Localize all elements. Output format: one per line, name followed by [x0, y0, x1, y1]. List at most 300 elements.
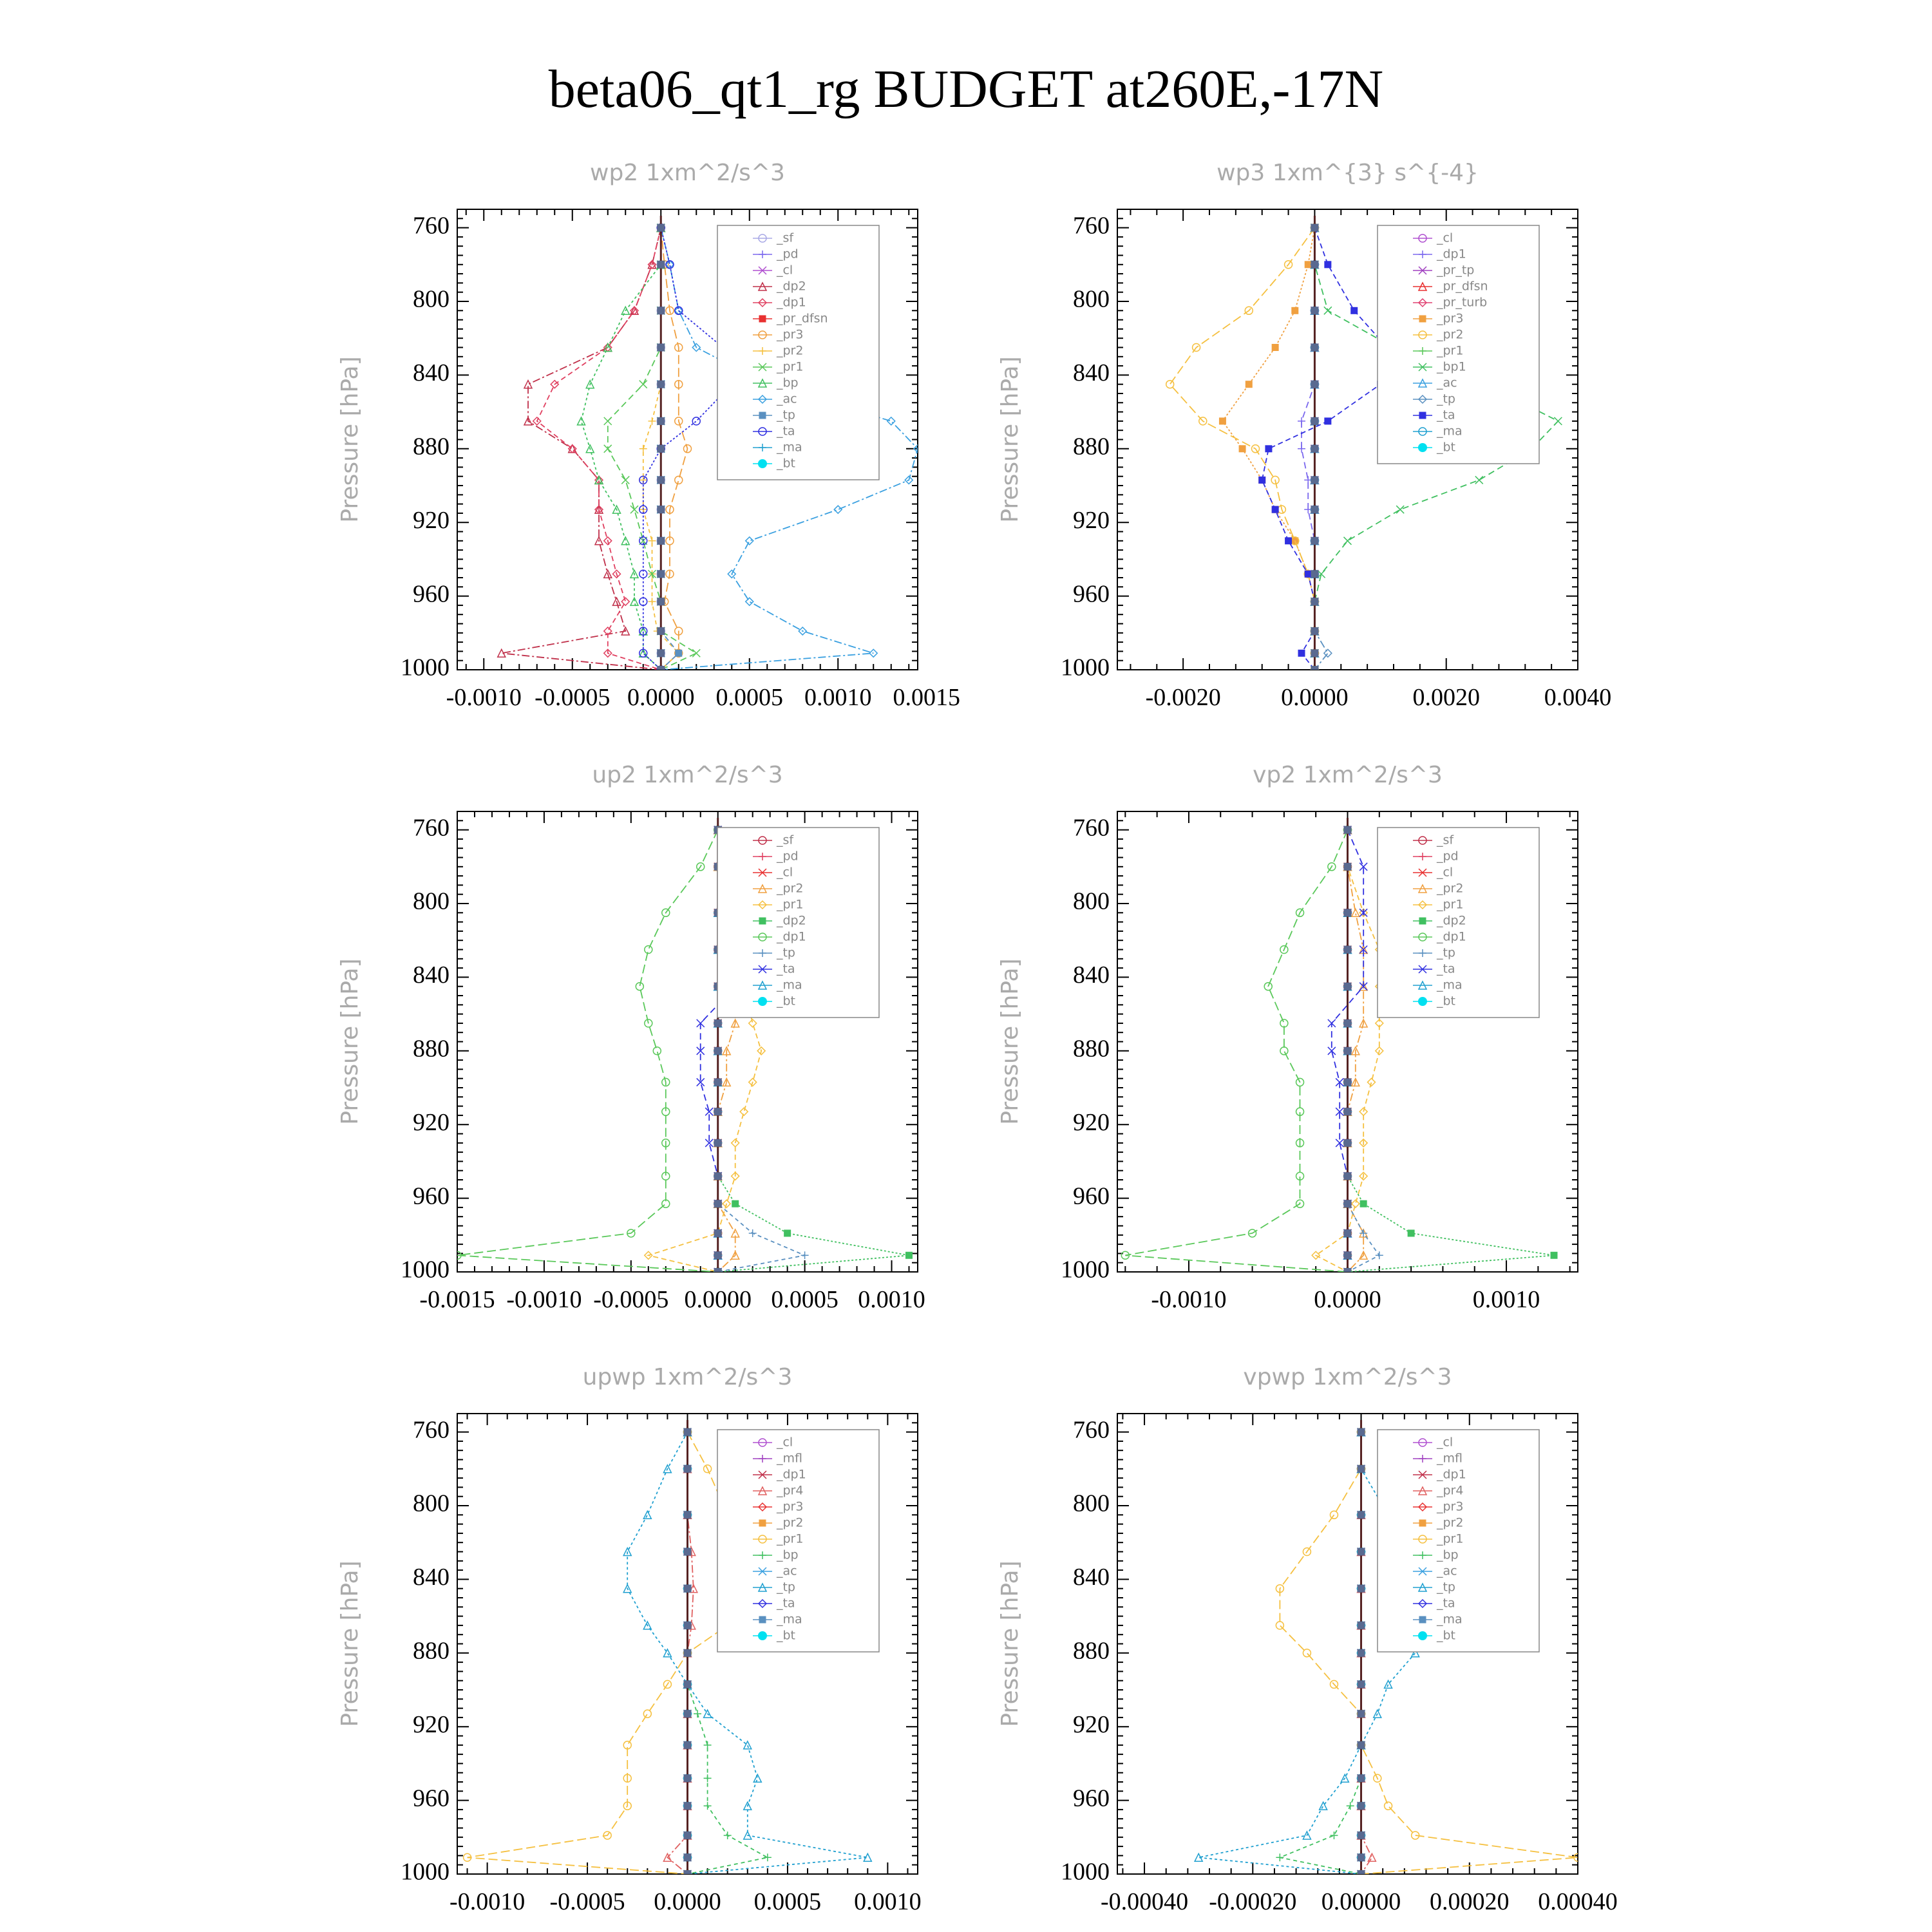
legend-label: _pr3	[1436, 311, 1464, 326]
data-point	[1360, 1200, 1367, 1207]
data-point	[749, 1229, 757, 1237]
stacked-marker	[1358, 1774, 1365, 1782]
x-tick-label: 0.0020	[1412, 684, 1480, 711]
data-point	[724, 1832, 732, 1839]
legend-label: _dp1	[776, 1467, 806, 1482]
legend-label: _pr3	[776, 327, 804, 342]
legend-label: _pd	[1436, 849, 1459, 864]
x-tick-label: 0.0005	[771, 1286, 838, 1313]
legend-marker	[758, 1631, 767, 1640]
panel-6	[997, 1364, 1618, 1915]
legend-label: _ma	[776, 978, 802, 992]
x-tick-label: 0.00020	[1430, 1888, 1510, 1915]
legend-label: _pr4	[776, 1483, 804, 1498]
data-point	[649, 598, 656, 605]
stacked-marker	[714, 1047, 722, 1055]
y-tick-label: 920	[1073, 1108, 1110, 1136]
data-point	[784, 1230, 791, 1236]
stacked-marker	[657, 307, 665, 314]
stacked-marker	[1358, 1710, 1365, 1718]
y-tick-label: 920	[413, 1710, 450, 1738]
data-point	[1368, 1853, 1376, 1861]
data-point	[1347, 1802, 1354, 1810]
series-line	[582, 228, 661, 670]
stacked-marker	[1344, 909, 1352, 916]
legend-label: _ma	[1436, 424, 1463, 439]
data-point	[604, 445, 612, 453]
data-point	[1330, 1832, 1338, 1839]
stacked-marker	[1311, 476, 1318, 484]
legend-label: _pr1	[1436, 1531, 1464, 1546]
legend-marker	[759, 1520, 766, 1526]
legend-marker	[1419, 316, 1426, 322]
panel-5	[337, 1364, 922, 1915]
stacked-marker	[684, 1741, 692, 1749]
stacked-marker	[1344, 1019, 1352, 1027]
data-point	[1276, 1853, 1283, 1861]
y-tick-label: 760	[413, 212, 450, 240]
legend-label: _pr4	[1436, 1483, 1464, 1498]
stacked-marker	[1311, 537, 1318, 545]
stacked-marker	[1344, 1229, 1352, 1237]
legend-label: _bt	[1436, 1628, 1455, 1643]
legend-label: _ma	[1436, 1612, 1463, 1627]
legend-label: _pr2	[776, 881, 804, 896]
stacked-marker	[1311, 570, 1318, 578]
stacked-marker	[1358, 1870, 1365, 1878]
y-tick-label: 880	[413, 1035, 450, 1063]
legend-label: _pr2	[1436, 881, 1464, 896]
stacked-marker	[684, 1649, 692, 1657]
data-point	[649, 537, 656, 545]
legend-label: _ma	[1436, 978, 1463, 992]
stacked-marker	[657, 666, 665, 674]
data-point	[636, 983, 643, 990]
y-tick-label: 1000	[401, 654, 450, 681]
figure-title: beta06_qt1_rg BUDGET at260E,-17N	[548, 59, 1384, 119]
stacked-marker	[1344, 946, 1352, 954]
x-tick-label: -0.00020	[1209, 1888, 1297, 1915]
stacked-marker	[1358, 1548, 1365, 1556]
legend-marker	[1419, 1616, 1426, 1623]
stacked-marker	[1344, 1108, 1352, 1115]
stacked-marker	[657, 476, 665, 484]
stacked-marker	[1311, 307, 1318, 314]
stacked-marker	[1358, 1802, 1365, 1810]
stacked-marker	[657, 224, 665, 232]
y-tick-label: 800	[1073, 887, 1110, 915]
y-axis-label: Pressure [hPa]	[997, 356, 1023, 523]
legend-label: _tp	[776, 408, 795, 422]
y-tick-label: 880	[1073, 433, 1110, 460]
stacked-marker	[684, 1870, 692, 1878]
legend-label: _pd	[776, 849, 799, 864]
data-point	[746, 598, 753, 605]
legend-label: _ta	[1436, 961, 1455, 976]
y-tick-label: 800	[413, 285, 450, 313]
x-tick-label: 0.0010	[1472, 1286, 1540, 1313]
x-tick-label: 0.0040	[1544, 684, 1612, 711]
stacked-marker	[684, 1832, 692, 1839]
series-line	[468, 1432, 748, 1874]
legend-label: _pr1	[1436, 343, 1464, 358]
legend-label: _pr2	[1436, 1515, 1464, 1530]
stacked-marker	[714, 1078, 722, 1086]
data-point	[1367, 1078, 1375, 1086]
legend-label: _mfl	[776, 1451, 802, 1466]
data-point	[1298, 445, 1305, 453]
legend-marker	[1418, 1631, 1427, 1640]
legend-label: _cl	[1436, 1435, 1454, 1450]
y-tick-label: 1000	[1061, 1858, 1110, 1886]
panel-1	[337, 160, 960, 711]
legend-label: _pr2	[776, 1515, 804, 1530]
y-tick-label: 920	[413, 1108, 450, 1136]
stacked-marker	[684, 1585, 692, 1593]
x-tick-label: -0.0015	[419, 1286, 495, 1313]
y-tick-label: 840	[413, 1564, 450, 1591]
data-point	[1325, 418, 1331, 424]
legend-label: _pr1	[776, 359, 804, 374]
x-tick-label: 0.0010	[858, 1286, 925, 1313]
data-point	[1298, 417, 1305, 425]
stacked-marker	[1344, 1047, 1352, 1055]
legend-marker	[1418, 443, 1427, 452]
stacked-marker	[1344, 983, 1352, 990]
panel-title: up2 1xm^2/s^3	[592, 762, 783, 788]
y-tick-label: 840	[1073, 359, 1110, 387]
y-tick-label: 760	[413, 814, 450, 842]
data-point	[676, 650, 682, 656]
legend-label: _sf	[1436, 833, 1454, 848]
stacked-marker	[657, 537, 665, 545]
y-tick-label: 880	[413, 1637, 450, 1665]
data-point	[1259, 477, 1265, 483]
data-point	[1344, 537, 1352, 545]
stacked-marker	[684, 1680, 692, 1688]
data-point	[663, 1649, 671, 1657]
legend-label: _ta	[776, 1596, 795, 1611]
legend-label: _dp1	[1436, 929, 1466, 944]
legend-label: _ac	[776, 392, 797, 406]
stacked-marker	[714, 1172, 722, 1180]
data-point	[887, 417, 895, 425]
legend-label: _bt	[1436, 440, 1455, 455]
data-point	[1305, 571, 1311, 577]
y-tick-label: 760	[1073, 1416, 1110, 1444]
x-tick-label: -0.0010	[506, 1286, 582, 1313]
series-line	[457, 830, 718, 1272]
legend-label: _bt	[776, 1628, 795, 1643]
stacked-marker	[1358, 1853, 1365, 1861]
x-tick-label: -0.0010	[450, 1888, 526, 1915]
stacked-marker	[1311, 224, 1318, 232]
stacked-marker	[1358, 1465, 1365, 1473]
legend-label: _ta	[776, 961, 795, 976]
stacked-marker	[1344, 1268, 1352, 1276]
stacked-marker	[684, 1774, 692, 1782]
stacked-marker	[1344, 1139, 1352, 1147]
y-tick-label: 960	[413, 1785, 450, 1812]
x-tick-label: -0.0010	[446, 684, 522, 711]
legend-label: _tp	[776, 945, 795, 960]
data-point	[604, 417, 612, 425]
data-point	[1285, 538, 1292, 544]
stacked-marker	[714, 1268, 722, 1276]
stacked-marker	[1358, 1741, 1365, 1749]
y-tick-label: 840	[413, 359, 450, 387]
legend-label: _pr1	[776, 897, 804, 912]
panel-title: wp2 1xm^2/s^3	[590, 160, 785, 186]
stacked-marker	[1344, 1200, 1352, 1208]
stacked-marker	[1311, 381, 1318, 388]
stacked-marker	[714, 1108, 722, 1115]
data-point	[1276, 1622, 1283, 1629]
data-point	[740, 1108, 748, 1115]
legend-label: _dp2	[1436, 913, 1466, 928]
data-point	[645, 946, 652, 954]
legend-label: _sf	[776, 231, 794, 245]
legend-label: _pr_dfsn	[776, 311, 828, 326]
y-axis-label: Pressure [hPa]	[337, 958, 363, 1125]
data-point	[732, 1200, 739, 1207]
y-axis-label: Pressure [hPa]	[997, 1560, 1023, 1727]
legend-label: _ta	[1436, 1596, 1455, 1611]
legend-label: _dp1	[776, 295, 806, 310]
data-point	[1166, 381, 1174, 388]
y-tick-label: 840	[1073, 1564, 1110, 1591]
stacked-marker	[657, 649, 665, 657]
legend-label: _ta	[776, 424, 795, 439]
data-point	[1336, 1139, 1343, 1147]
y-tick-label: 1000	[401, 1858, 450, 1886]
y-tick-label: 760	[413, 1416, 450, 1444]
y-tick-label: 960	[1073, 1182, 1110, 1210]
legend-label: _cl	[776, 1435, 793, 1450]
legend-label: _pd	[776, 247, 799, 261]
legend-label: _dp2	[776, 913, 806, 928]
legend-marker	[759, 316, 766, 322]
stacked-marker	[684, 1622, 692, 1629]
stacked-marker	[1358, 1680, 1365, 1688]
legend-label: _cl	[776, 865, 793, 880]
legend-label: _pr_turb	[1436, 295, 1488, 310]
data-point	[1239, 446, 1245, 452]
stacked-marker	[684, 1802, 692, 1810]
legend-label: _bt	[776, 456, 795, 471]
data-point	[639, 445, 647, 453]
legend-label: _pr1	[776, 1531, 804, 1546]
y-tick-label: 960	[413, 1182, 450, 1210]
stacked-marker	[657, 381, 665, 388]
legend-label: _tp	[776, 1580, 795, 1595]
legend-label: _bt	[776, 994, 795, 1009]
x-tick-label: 0.0000	[1314, 1286, 1381, 1313]
stacked-marker	[1311, 445, 1318, 453]
stacked-marker	[657, 506, 665, 513]
y-tick-label: 760	[1073, 814, 1110, 842]
data-point	[704, 1774, 712, 1782]
data-point	[692, 417, 700, 425]
stacked-marker	[1358, 1622, 1365, 1629]
legend-marker	[759, 1616, 766, 1623]
stacked-marker	[714, 1229, 722, 1237]
data-point	[1352, 1200, 1359, 1208]
data-point	[1408, 1230, 1414, 1236]
stacked-marker	[1311, 344, 1318, 352]
stacked-marker	[714, 1019, 722, 1027]
stacked-marker	[657, 261, 665, 269]
data-point	[704, 1802, 712, 1810]
legend-label: _tp	[1436, 945, 1455, 960]
stacked-marker	[1311, 666, 1318, 674]
x-tick-label: 0.00040	[1538, 1888, 1618, 1915]
data-point	[1396, 506, 1404, 513]
data-point	[906, 1252, 913, 1258]
stacked-marker	[1344, 826, 1352, 834]
data-point	[749, 1019, 757, 1027]
legend-label: _dp1	[776, 929, 806, 944]
legend-marker	[1419, 1520, 1426, 1526]
stacked-marker	[1344, 1078, 1352, 1086]
stacked-marker	[1358, 1511, 1365, 1519]
data-point	[1272, 506, 1278, 513]
data-point	[1292, 307, 1298, 314]
legend-label: _bt	[1436, 994, 1455, 1009]
stacked-marker	[684, 1465, 692, 1473]
legend-label: _pr2	[1436, 327, 1464, 342]
panel-4	[997, 762, 1578, 1313]
stacked-marker	[657, 445, 665, 453]
stacked-marker	[714, 1139, 722, 1147]
legend-label: _bp	[776, 375, 799, 390]
x-tick-label: 0.0005	[753, 1888, 822, 1915]
y-tick-label: 960	[1073, 580, 1110, 608]
stacked-marker	[1311, 649, 1318, 657]
data-point	[1551, 1252, 1557, 1258]
legend-label: _cl	[1436, 865, 1454, 880]
legend-label: _pr1	[1436, 897, 1464, 912]
stacked-marker	[714, 1200, 722, 1208]
y-axis-label: Pressure [hPa]	[337, 1560, 363, 1727]
data-point	[621, 598, 629, 605]
stacked-marker	[684, 1511, 692, 1519]
legend-label: _mfl	[1436, 1451, 1463, 1466]
data-point	[1475, 476, 1483, 484]
panel-title: vp2 1xm^2/s^3	[1253, 762, 1443, 788]
stacked-marker	[1344, 1251, 1352, 1259]
y-tick-label: 960	[413, 580, 450, 608]
stacked-marker	[657, 344, 665, 352]
legend-marker	[759, 412, 766, 419]
data-point	[1325, 261, 1331, 268]
legend-label: _dp1	[1436, 1467, 1466, 1482]
legend-label: _pr_tp	[1436, 263, 1475, 278]
legend-label: _bp	[776, 1548, 799, 1562]
panel-title: vpwp 1xm^2/s^3	[1243, 1364, 1452, 1390]
legend-label: _dp2	[776, 279, 806, 294]
legend-label: _sf	[776, 833, 794, 848]
stacked-marker	[657, 627, 665, 635]
x-tick-label: -0.0005	[549, 1888, 625, 1915]
x-tick-label: 0.00000	[1321, 1888, 1401, 1915]
stacked-marker	[657, 417, 665, 425]
y-tick-label: 1000	[1061, 654, 1110, 681]
y-tick-label: 800	[1073, 1490, 1110, 1517]
x-tick-label: -0.00040	[1100, 1888, 1189, 1915]
data-point	[753, 1774, 761, 1782]
stacked-marker	[684, 1853, 692, 1861]
data-point	[643, 1710, 651, 1718]
x-tick-label: -0.0010	[1151, 1286, 1227, 1313]
stacked-marker	[1344, 863, 1352, 871]
x-tick-label: 0.0000	[684, 1286, 752, 1313]
x-tick-label: -0.0005	[593, 1286, 669, 1313]
data-point	[694, 1710, 701, 1718]
x-tick-label: 0.0005	[715, 684, 783, 711]
y-tick-label: 1000	[1061, 1256, 1110, 1283]
x-tick-label: 0.0000	[1281, 684, 1349, 711]
stacked-marker	[657, 598, 665, 605]
series-line	[1262, 228, 1387, 670]
panel-3	[337, 762, 925, 1313]
x-tick-label: 0.0010	[804, 684, 872, 711]
legend-marker	[758, 459, 767, 468]
y-axis-label: Pressure [hPa]	[337, 356, 363, 523]
data-point	[1303, 1649, 1311, 1657]
stacked-marker	[684, 1548, 692, 1556]
data-point	[1219, 418, 1226, 424]
stacked-marker	[1358, 1832, 1365, 1839]
stacked-marker	[1311, 627, 1318, 635]
data-point	[1265, 446, 1272, 452]
y-tick-label: 840	[413, 961, 450, 989]
y-tick-label: 920	[1073, 506, 1110, 534]
panel-2	[997, 160, 1611, 711]
panel-title: upwp 1xm^2/s^3	[582, 1364, 793, 1390]
series-line	[1125, 830, 1347, 1272]
stacked-marker	[1358, 1585, 1365, 1593]
data-point	[1298, 650, 1305, 656]
x-tick-label: -0.0005	[535, 684, 611, 711]
data-point	[704, 1741, 712, 1749]
legend-marker	[1419, 918, 1426, 924]
legend-label: _pr2	[776, 343, 804, 358]
data-point	[1554, 417, 1562, 425]
legend-label: _tp	[1436, 392, 1455, 406]
legend-marker	[1419, 412, 1426, 419]
legend-label: _bp1	[1436, 359, 1466, 374]
legend-label: _ac	[776, 1564, 797, 1578]
legend-marker	[759, 918, 766, 924]
legend-label: _bp	[1436, 1548, 1459, 1562]
data-point	[1272, 345, 1278, 351]
legend-label: _pr_dfsn	[1436, 279, 1488, 294]
y-tick-label: 800	[413, 1490, 450, 1517]
stacked-marker	[684, 1710, 692, 1718]
stacked-marker	[684, 1428, 692, 1436]
x-tick-label: 0.0000	[654, 1888, 721, 1915]
data-point	[1245, 381, 1252, 388]
y-tick-label: 840	[1073, 961, 1110, 989]
y-tick-label: 880	[413, 433, 450, 460]
stacked-marker	[1311, 261, 1318, 269]
legend-label: _cl	[776, 263, 793, 278]
legend-marker	[1418, 997, 1427, 1006]
legend-label: _pr3	[776, 1499, 804, 1514]
y-axis-label: Pressure [hPa]	[997, 958, 1023, 1125]
legend-label: _ta	[1436, 408, 1455, 422]
